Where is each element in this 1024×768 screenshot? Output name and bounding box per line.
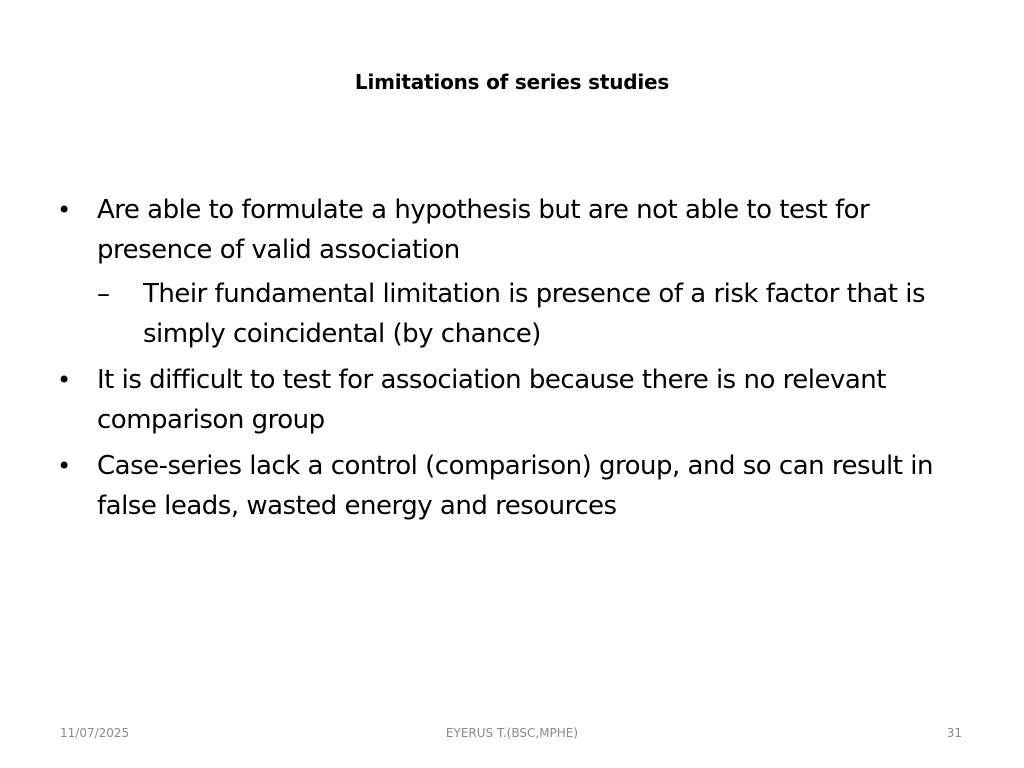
footer-date: 11/07/2025 — [60, 726, 130, 740]
dash-icon: – — [97, 279, 110, 309]
sub-bullet-list — [97, 274, 987, 354]
bullet-icon: • — [57, 366, 71, 394]
footer-author: EYERUS T.(BSC,MPHE) — [445, 726, 579, 740]
bullet-icon: • — [57, 196, 71, 224]
bullet-text: Are able to formulate a hypothesis but are not able to test for presence of valid association — [97, 195, 870, 265]
bullet-item — [57, 190, 987, 354]
sub-bullet-text: Their fundamental limitation is presence of a risk factor that is simply coincidental (by chance) — [143, 279, 925, 349]
bullet-text: It is difficult to test for association because there is no relevant comparison group — [97, 365, 886, 435]
bullet-text: Case-series lack a control (comparison) group, and so can result in false leads, wasted energy and resources — [97, 451, 933, 521]
page-number: 31 — [946, 726, 962, 740]
bullet-item — [57, 446, 987, 526]
bullet-icon: • — [57, 452, 71, 480]
slide-title: Limitations of series studies — [354, 70, 670, 94]
bullet-list — [57, 190, 987, 532]
sub-bullet-item — [97, 274, 987, 354]
bullet-item — [57, 360, 987, 440]
